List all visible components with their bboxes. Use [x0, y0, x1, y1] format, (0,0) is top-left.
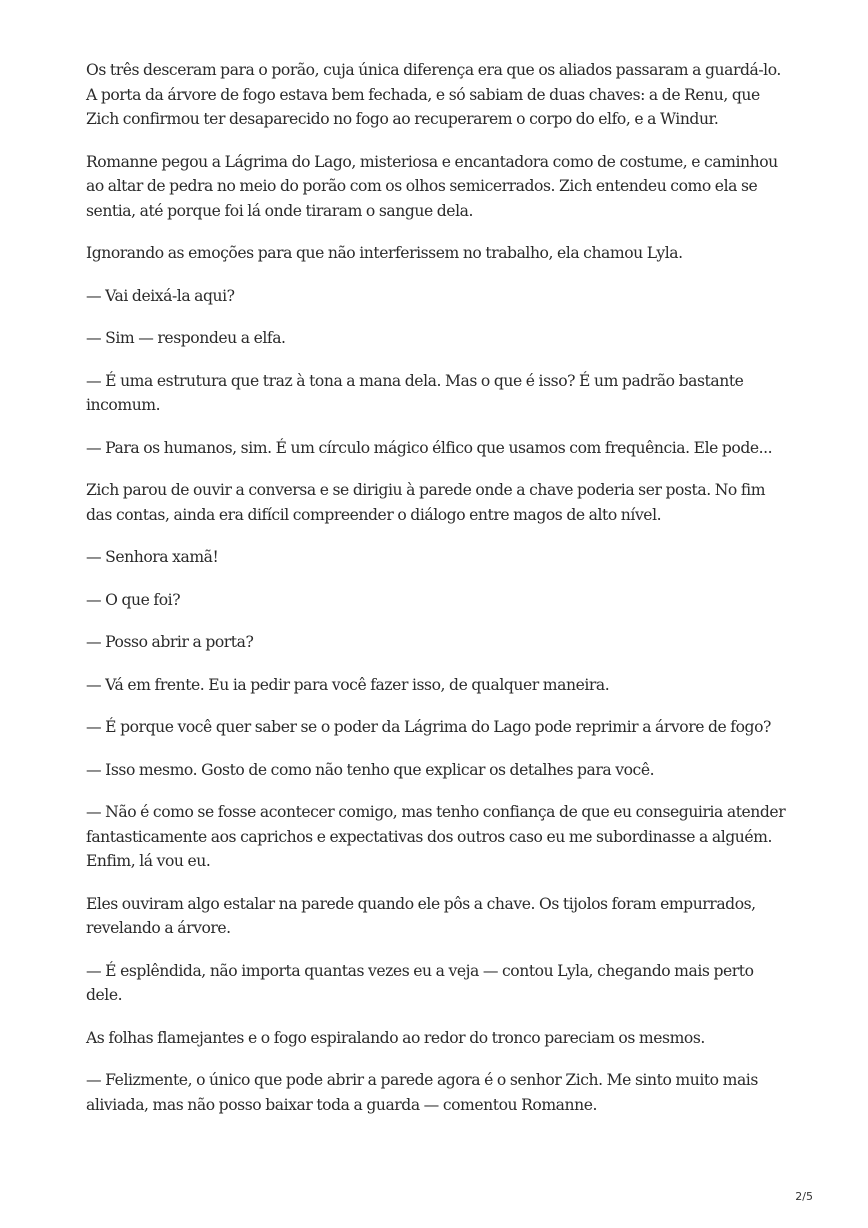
dialogue-line: — Não é como se fosse acontecer comigo, mas tenho confiança de que eu conseguiria atender fantasticamente aos caprichos e expectativas dos outros caso eu me subordinasse a alguém. Enfim, lá vou eu.: [86, 803, 786, 870]
paragraph: Eles ouviram algo estalar na parede quando ele pôs a chave. Os tijolos foram empurrados, revelando a árvore.: [86, 894, 756, 937]
dialogue-line: — É uma estrutura que traz à tona a mana dela. Mas o que é isso? É um padrão bastante incomum.: [86, 371, 744, 414]
paragraph: Ignorando as emoções para que não interferissem no trabalho, ela chamou Lyla.: [86, 244, 683, 262]
paragraph: Zich parou de ouvir a conversa e se dirigiu à parede onde a chave poderia ser posta. No fim das contas, ainda era difícil compreender o diálogo entre magos de alto nível.: [86, 481, 766, 524]
dialogue-line: — Para os humanos, sim. É um círculo mágico élfico que usamos com frequência. Ele pode...: [86, 438, 773, 457]
dialogue-line: — Isso mesmo. Gosto de como não tenho que explicar os detalhes para você.: [86, 760, 655, 779]
dialogue-line: — Posso abrir a porta?: [86, 633, 254, 651]
paragraph: Romanne pegou a Lágrima do Lago, misteriosa e encantadora como de costume, e caminhou ao altar de pedra no meio do porão com os olhos semicerrados. Zich entendeu como ela se sentia, até porque foi lá onde tiraram o sangue dela.: [86, 152, 778, 220]
paragraph: Os três desceram para o porão, cuja única diferença era que os aliados passaram a guardá-lo. A porta da árvore de fogo estava bem fechada, e só sabiam de duas chaves: a de Renu, que Zich confirmou ter desaparecido no fogo ao recuperarem o corpo do elfo, e a Windur.: [86, 61, 781, 128]
dialogue-line: — Vai deixá-la aqui?: [86, 286, 235, 305]
dialogue-line: — Vá em frente. Eu ia pedir para você fazer isso, de qualquer maneira.: [86, 675, 610, 694]
document-body: [86, 58, 788, 1135]
dialogue-line: — O que foi?: [86, 590, 181, 609]
paragraph: As folhas flamejantes e o fogo espiralando ao redor do tronco pareciam os mesmos.: [86, 1028, 705, 1047]
dialogue-line: — Sim — respondeu a elfa.: [86, 329, 286, 347]
dialogue-line: — É porque você quer saber se o poder da Lágrima do Lago pode reprimir a árvore de fogo?: [86, 718, 771, 736]
dialogue-line: — Senhora xamã!: [86, 548, 219, 566]
dialogue-line: — É esplêndida, não importa quantas vezes eu a veja — contou Lyla, chegando mais perto dele.: [86, 961, 754, 1004]
page-number: 2/5: [795, 1190, 813, 1203]
dialogue-line: — Felizmente, o único que pode abrir a parede agora é o senhor Zich. Me sinto muito mais aliviada, mas não posso baixar toda a guarda — comentou Romanne.: [86, 1071, 758, 1114]
